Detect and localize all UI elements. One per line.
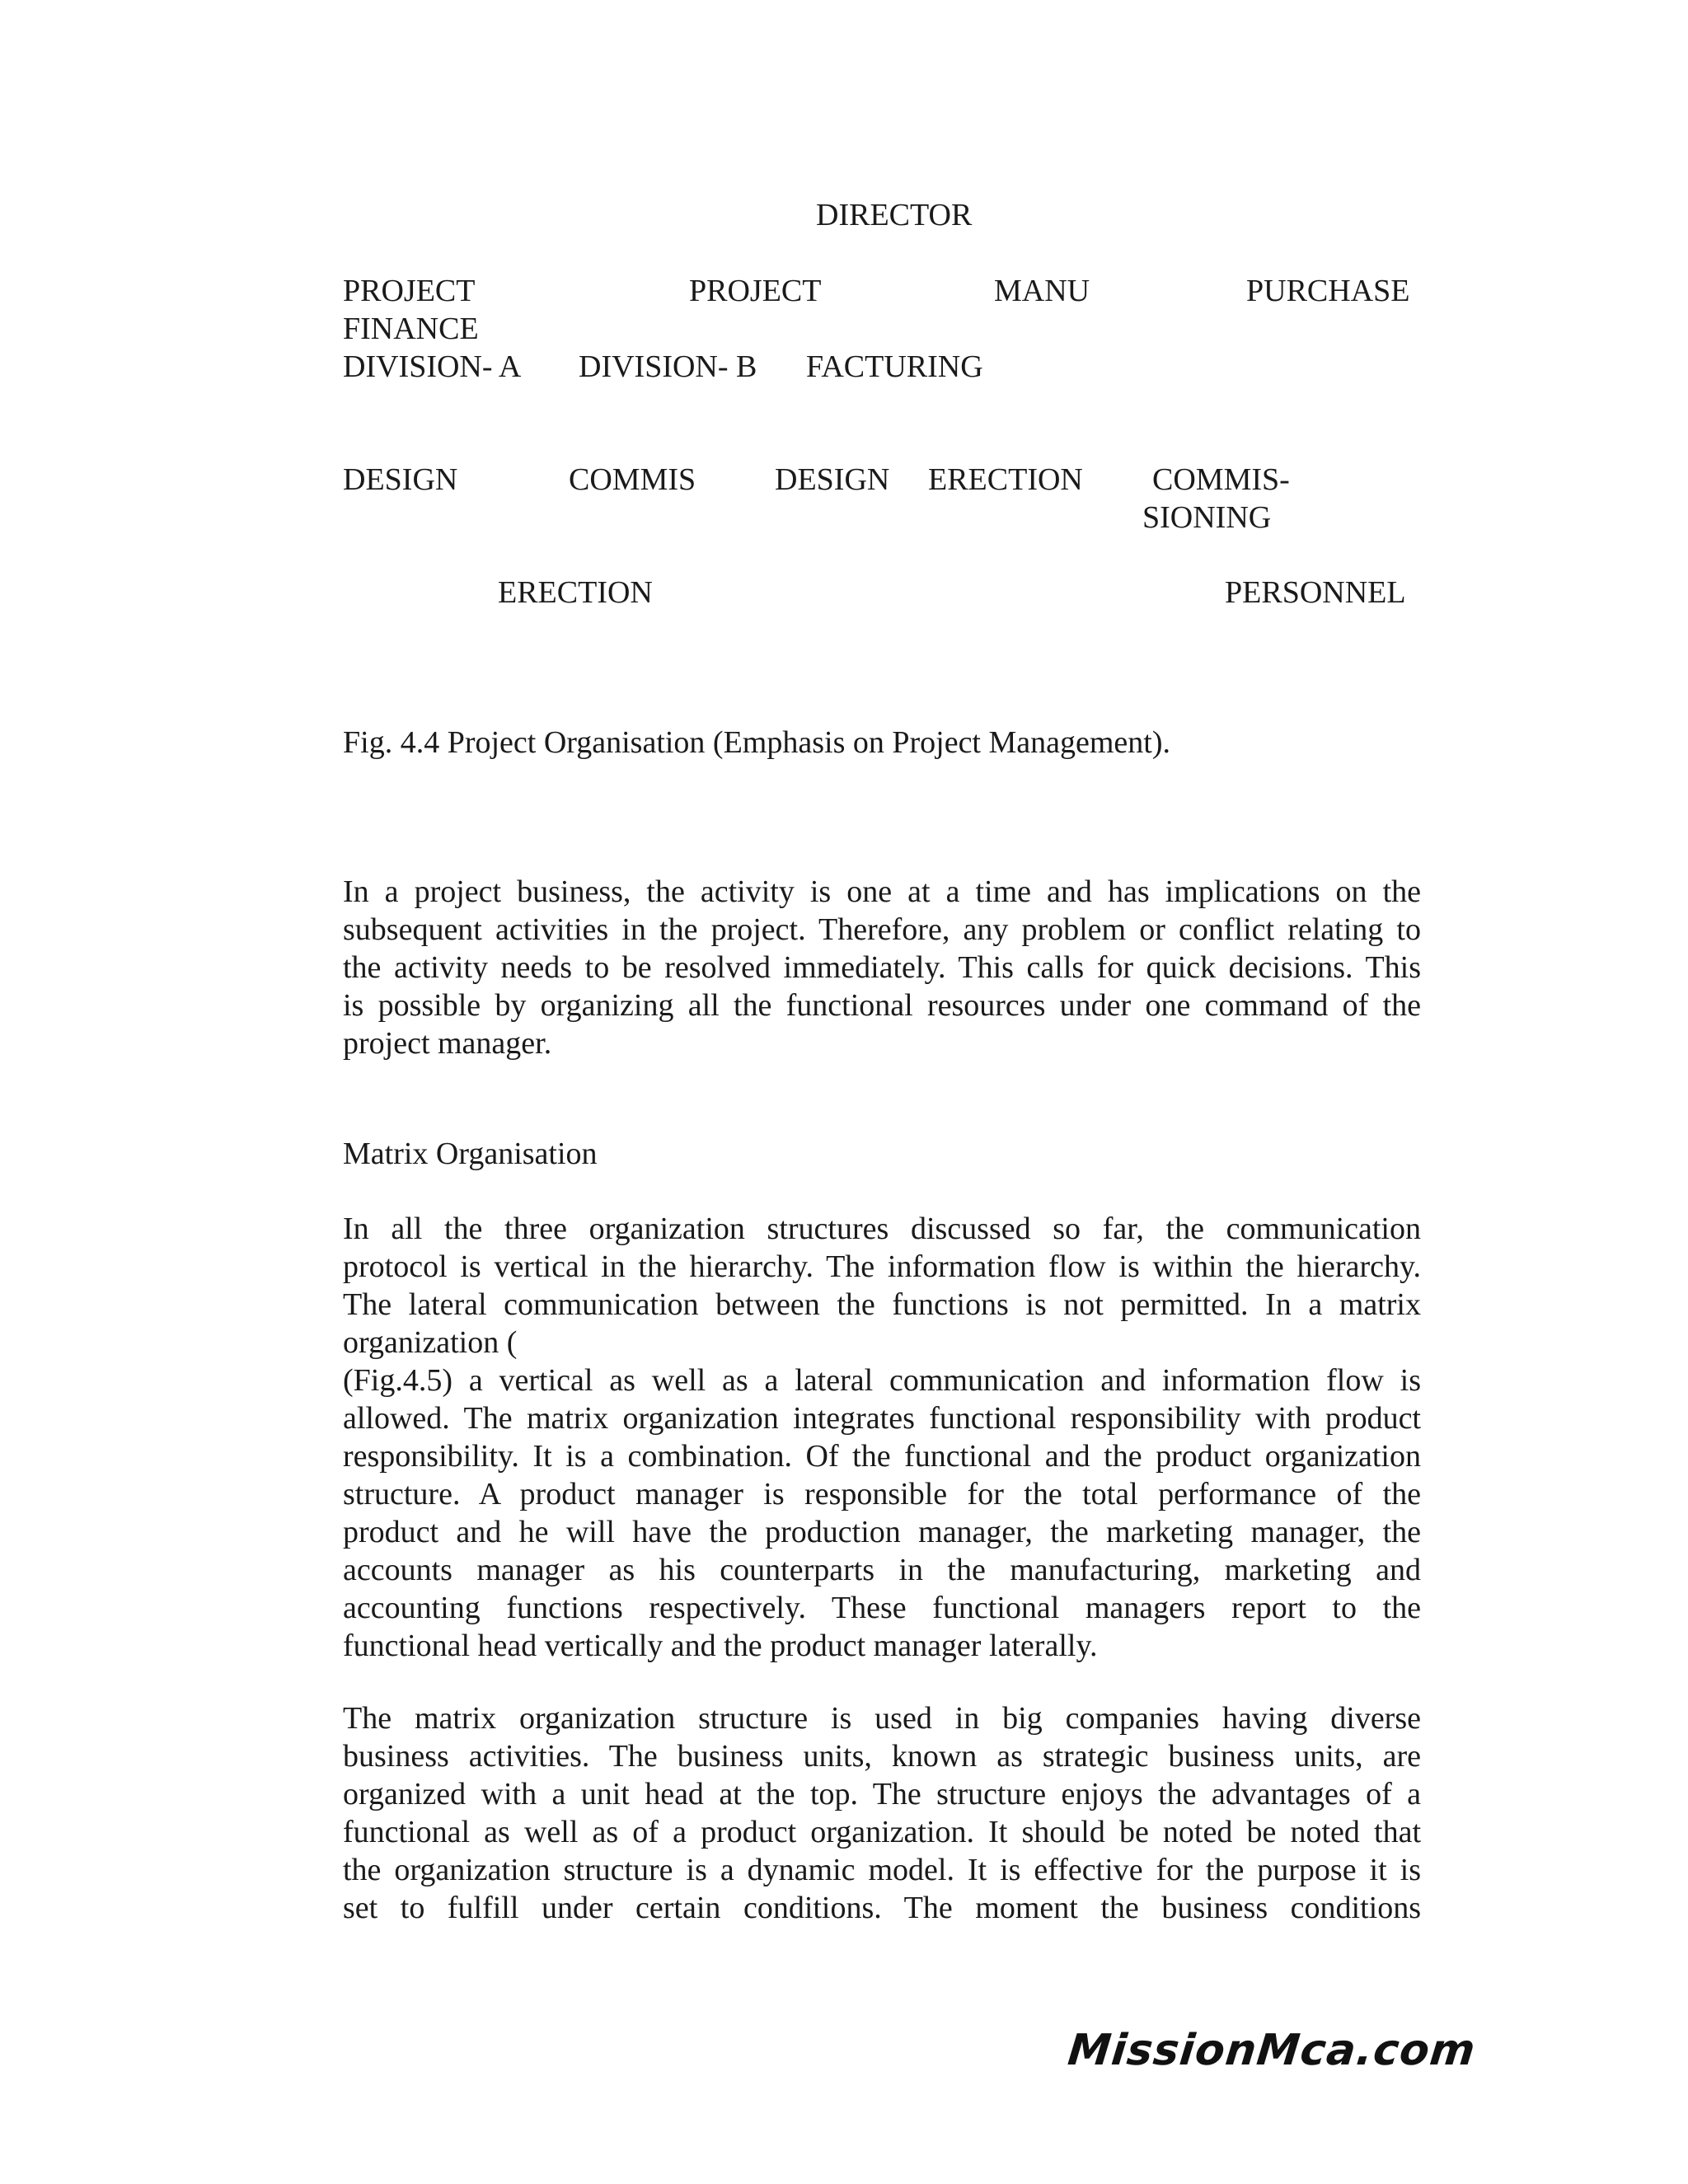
org-project-a-line2: DIVISION- A	[343, 349, 522, 384]
paragraph-line: organized with a unit head at the top. The structure enjoys the advantages of a	[343, 1777, 1421, 1811]
paragraph-line: is possible by organizing all the functional resources under one command of the	[343, 988, 1421, 1023]
paragraph-2	[343, 1210, 1421, 1361]
paragraph-line: accounting functions respectively. These functional managers report to the	[343, 1591, 1421, 1625]
paragraph-line: organization (	[343, 1325, 518, 1360]
paragraph-line: In all the three organization structures discussed so far, the communication	[343, 1212, 1421, 1246]
paragraph-line: allowed. The matrix organization integrates functional responsibility with product	[343, 1401, 1421, 1436]
org-director: DIRECTOR	[816, 198, 973, 232]
paragraph-line: product and he will have the production manager, the marketing manager, the	[343, 1515, 1421, 1549]
paragraph-line: functional head vertically and the product manager laterally.	[343, 1629, 1098, 1663]
org-design-2: DESIGN	[775, 462, 890, 497]
paragraph-line: the organization structure is a dynamic model. It is effective for the purpose it is	[343, 1853, 1421, 1887]
figure-caption: Fig. 4.4 Project Organisation (Emphasis on Project Management).	[343, 725, 1171, 760]
org-commis: COMMIS	[569, 462, 696, 497]
paragraph-line: In a project business, the activity is one at a time and has implications on the	[343, 874, 1421, 909]
paragraph-line: The matrix organization structure is used in big companies having diverse	[343, 1701, 1421, 1736]
paragraph-line: The lateral communication between the functions is not permitted. In a matrix	[343, 1287, 1421, 1322]
paragraph-line: accounts manager as his counterparts in the manufacturing, marketing and	[343, 1553, 1421, 1587]
org-personnel: PERSONNEL	[1225, 575, 1406, 610]
paragraph-line: (Fig.4.5) a vertical as well as a lateral communication and information flow is	[343, 1363, 1421, 1398]
org-design-1: DESIGN	[343, 462, 458, 497]
paragraph-1	[343, 873, 1421, 1062]
org-commissioning-line2: SIONING	[1142, 500, 1272, 535]
org-project-a-line1: PROJECT	[343, 274, 476, 308]
org-commissioning-line1: COMMIS-	[1152, 462, 1290, 497]
watermark-logo: MissionMca.com	[1065, 2026, 1479, 2075]
paragraph-line: structure. A product manager is responsible for the total performance of the	[343, 1477, 1421, 1511]
org-finance: FINANCE	[343, 312, 479, 346]
org-manu-line1: MANU	[994, 274, 1090, 308]
org-project-b-line2: DIVISION- B	[579, 349, 757, 384]
section-heading: Matrix Organisation	[343, 1137, 598, 1171]
paragraph-line: functional as well as of a product organization. It should be noted be noted that	[343, 1815, 1421, 1849]
org-erection-2: ERECTION	[498, 575, 653, 610]
org-manu-line2: FACTURING	[806, 349, 983, 384]
paragraph-line: set to fulfill under certain conditions. The moment the business conditions	[343, 1891, 1421, 1925]
paragraph-line: responsibility. It is a combination. Of the functional and the product organization	[343, 1439, 1421, 1474]
paragraph-line: the activity needs to be resolved immediately. This calls for quick decisions. This	[343, 950, 1421, 985]
paragraph-line: project manager.	[343, 1026, 552, 1061]
org-purchase: PURCHASE	[1246, 274, 1410, 308]
paragraph-line: subsequent activities in the project. Therefore, any problem or conflict relating to	[343, 912, 1421, 947]
org-erection: ERECTION	[928, 462, 1083, 497]
paragraph-line: protocol is vertical in the hierarchy. The information flow is within the hierarchy.	[343, 1249, 1421, 1284]
paragraph-3	[343, 1361, 1421, 1665]
org-project-b-line1: PROJECT	[689, 274, 822, 308]
paragraph-4	[343, 1699, 1421, 1927]
paragraph-line: business activities. The business units, known as strategic business units, are	[343, 1739, 1421, 1774]
